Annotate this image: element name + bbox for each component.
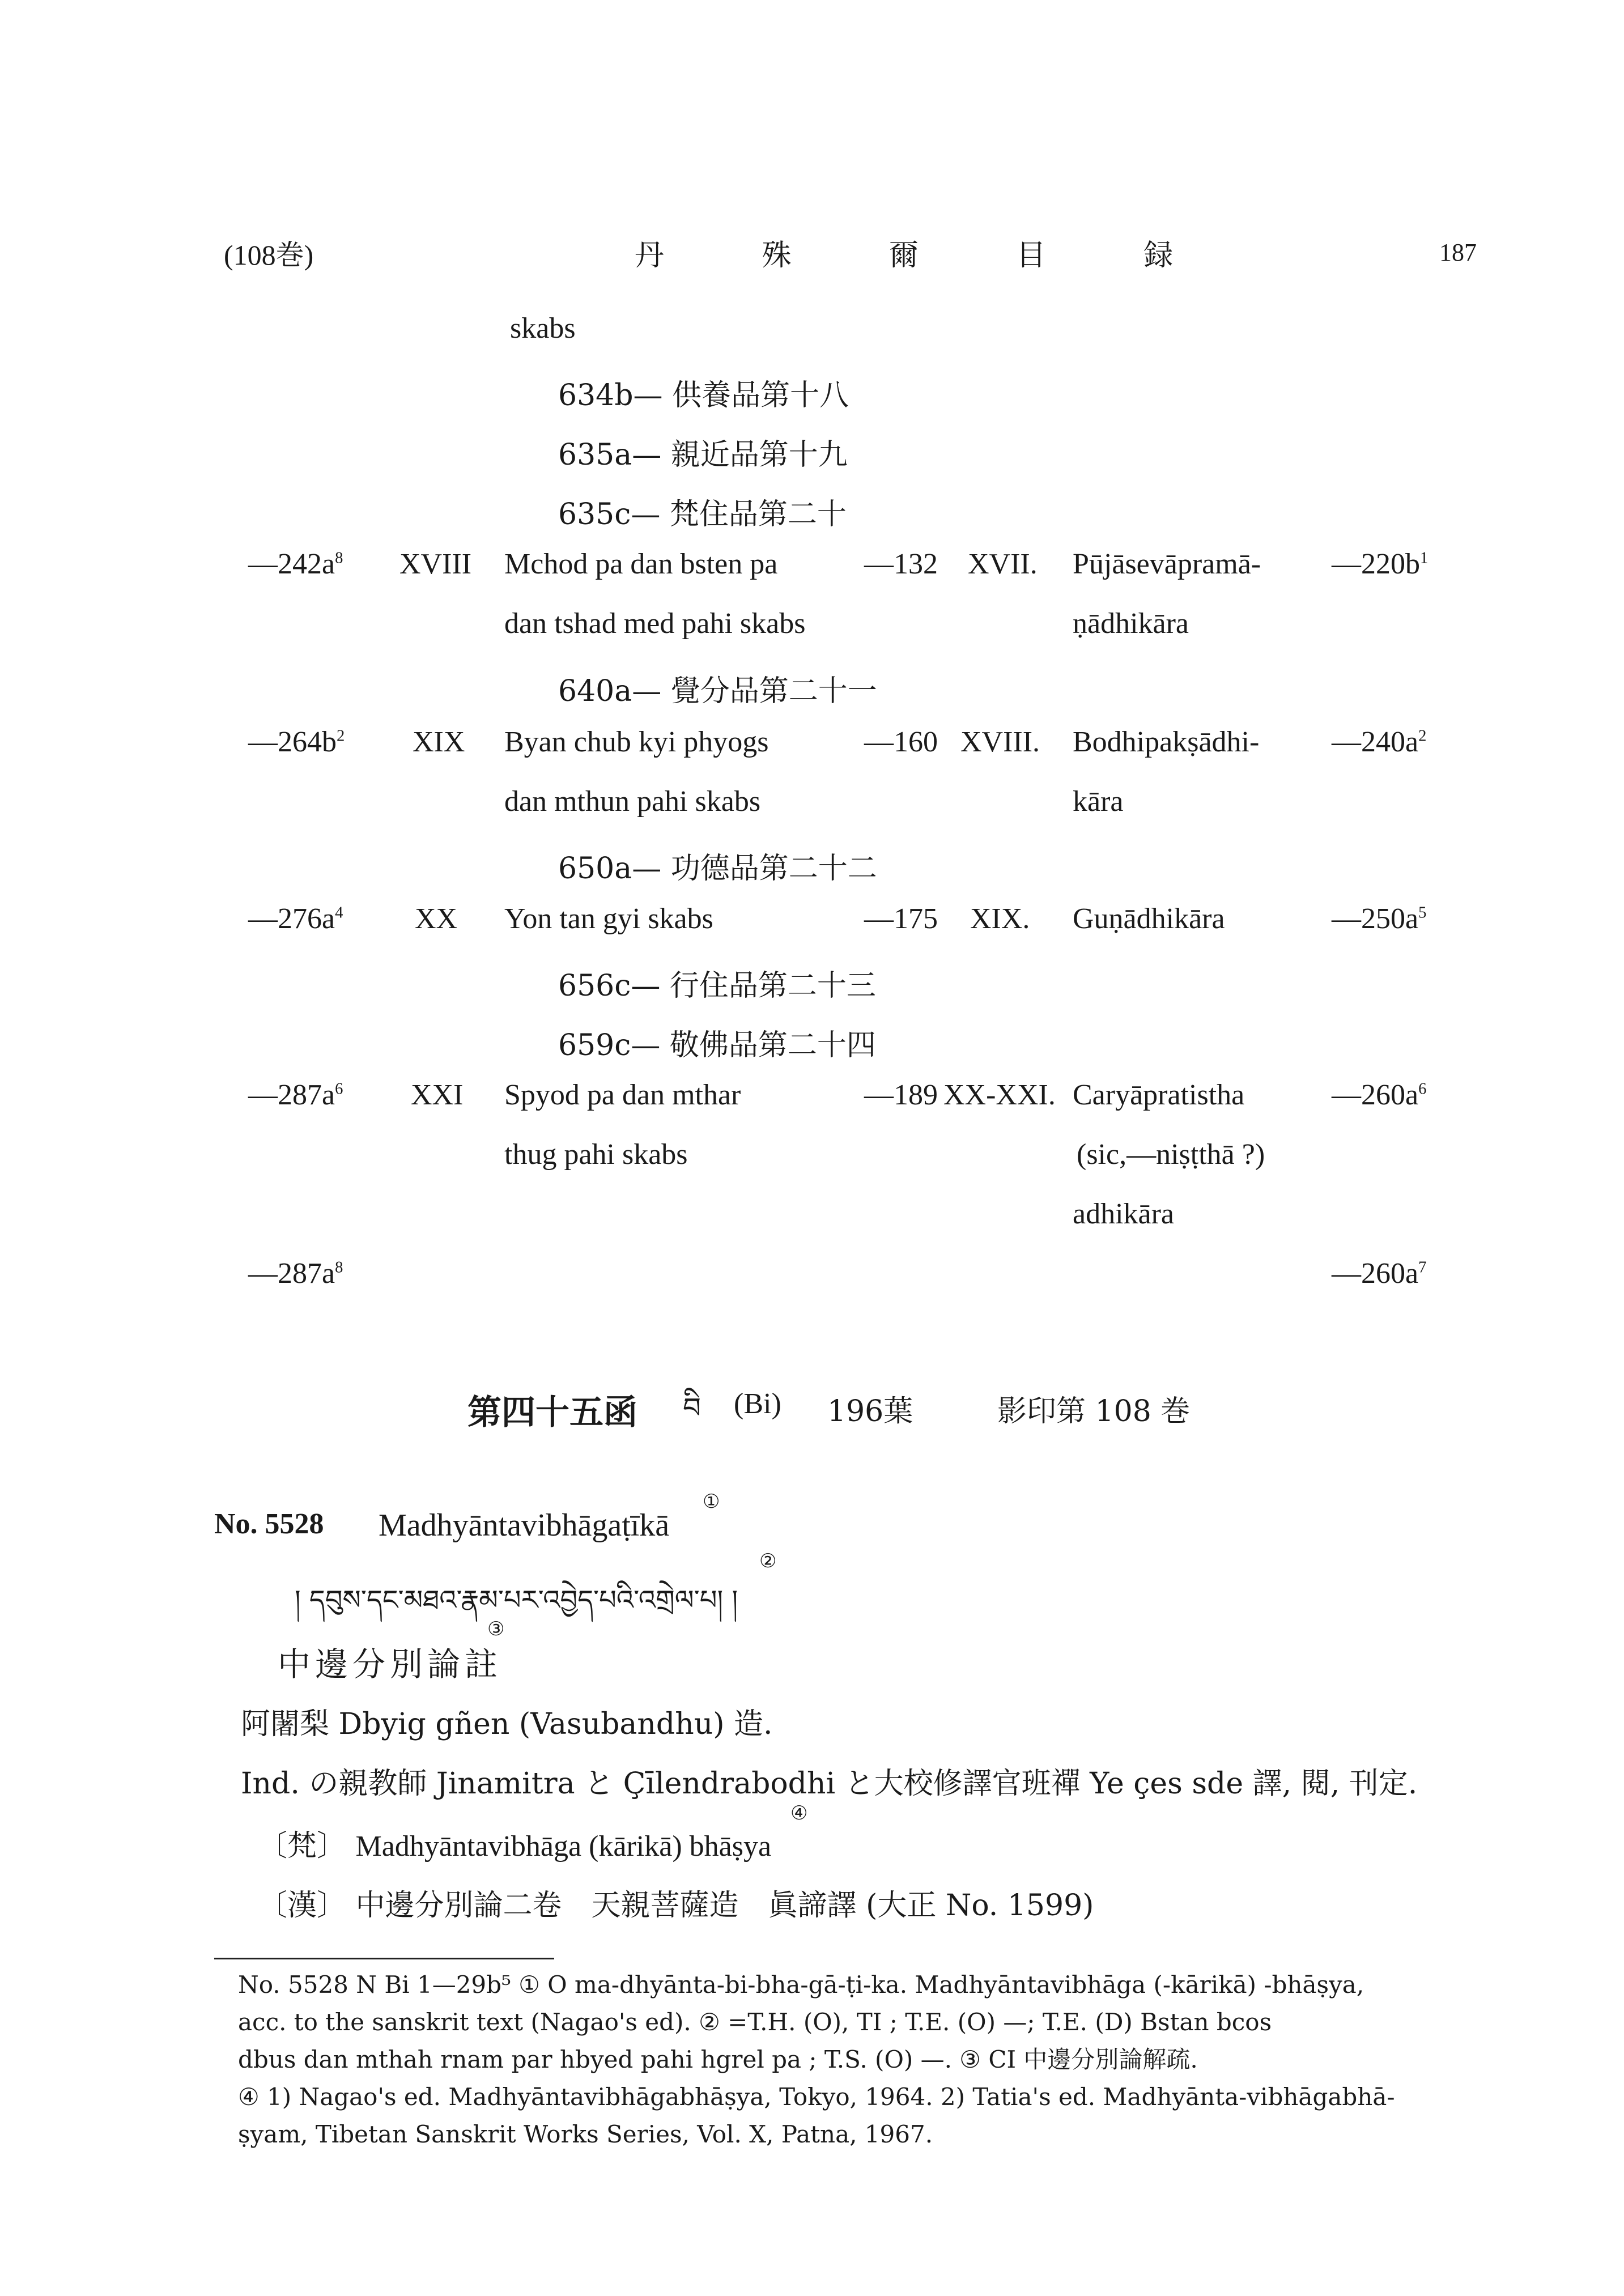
skt-chapter: XVIII. <box>960 726 1040 758</box>
chinese-chapter: 640a— 覺分品第二十一 <box>558 674 877 708</box>
tib-title-line: Yon tan gyi skabs <box>504 903 713 935</box>
skt-title-line: Guṇādhikāra <box>1073 903 1225 935</box>
tib-title-line: thug pahi skabs <box>504 1138 688 1171</box>
tib-chapter: XVIII <box>399 548 472 580</box>
skt-ref <box>1332 1078 1426 1112</box>
chinese-chapter: 650a— 功德品第二十二 <box>558 852 877 886</box>
entry-number: No. 5528 <box>214 1508 324 1540</box>
footnote-line: ④ 1) Nagao's ed. Madhyāntavibhāgabhāṣya, Tokyo, 1964. 2) Tatia's ed. Madhyānta-vibhāgabhā- <box>238 2083 1395 2111</box>
sanskrit-title: Madhyāntavibhāga (kārikā) bhāṣya <box>355 1830 772 1863</box>
pk-ref-sup: 2 <box>337 727 345 745</box>
chinese-translation: 中邊分別論二卷 天親菩薩造 眞諦譯 (大正 No. 1599) <box>355 1889 1094 1923</box>
skt-page: —189 <box>864 1079 938 1111</box>
skt-ref-sup: 5 <box>1418 904 1427 922</box>
end-pk-ref <box>248 1257 343 1290</box>
skt-page: —160 <box>864 726 938 758</box>
pk-ref-sup: 6 <box>335 1080 343 1098</box>
tib-chapter: XX <box>415 903 458 935</box>
end-skt-ref <box>1332 1257 1426 1290</box>
skt-chapter: XIX. <box>970 903 1030 935</box>
table-row <box>248 1078 343 1112</box>
table-pre-line: 634b— 供養品第十八 <box>558 379 849 413</box>
chinese-chapter: 656c— 行住品第二十三 <box>558 969 876 1003</box>
pk-ref-sup: 4 <box>335 904 343 922</box>
skt-ref-sup: 1 <box>1420 549 1429 567</box>
pk-ref: —264b <box>248 726 337 758</box>
skt-chapter: XX-XXI. <box>943 1079 1056 1111</box>
chinese-chapter: 659c— 敬佛品第二十四 <box>558 1028 876 1062</box>
pk-ref: —287a <box>248 1079 335 1111</box>
table-pre-line: skabs <box>510 312 576 345</box>
tib-title-line: Byan chub kyi phyogs <box>504 726 769 758</box>
footnote-line: ṣyam, Tibetan Sanskrit Works Series, Vol. X, Patna, 1967. <box>238 2120 933 2148</box>
table-pre-line: 635c— 梵住品第二十 <box>558 498 847 532</box>
end-skt-ref-sup: 7 <box>1418 1258 1427 1277</box>
end-pk-ref-text: —287a <box>248 1257 335 1290</box>
footnote-rule <box>214 1958 554 1959</box>
skt-ref-text: —220b <box>1332 548 1420 580</box>
table-row <box>248 725 345 759</box>
pk-ref-sup: 8 <box>335 549 343 567</box>
table-row <box>248 902 343 936</box>
entry-translators: Ind. の親教師 Jinamitra と Çīlendrabodhi と大校修譯官班禪 Ye çes sde 譯, 閱, 刊定. <box>241 1767 1418 1801</box>
marker-2: ② <box>759 1550 777 1572</box>
skt-ref <box>1332 547 1428 581</box>
skt-title-line: Pūjāsevāpramā- <box>1073 548 1261 580</box>
page-number: 187 <box>1439 239 1477 266</box>
skt-ref-text: —240a <box>1332 726 1419 758</box>
skt-page: —175 <box>864 903 938 935</box>
marker-4: ④ <box>790 1802 808 1825</box>
end-pk-ref-sup: 8 <box>335 1258 343 1277</box>
table-row <box>248 547 343 581</box>
skt-title-line: ṇādhikāra <box>1073 607 1189 640</box>
tib-title-line: dan mthun pahi skabs <box>504 785 761 818</box>
entry-chinese-title: 中邊分別論註 <box>278 1645 503 1683</box>
skt-title-line: kāra <box>1073 785 1124 818</box>
pk-ref: —276a <box>248 903 335 935</box>
header-volume: (108巻) <box>224 239 314 271</box>
entry-chinese-row <box>258 1881 1094 1924</box>
skt-ref-text: —250a <box>1332 903 1419 935</box>
sanskrit-label: 〔梵〕 <box>258 1829 347 1863</box>
section-latin: (Bi) <box>734 1388 781 1420</box>
skt-title-line: (sic,—niṣṭthā ?) <box>1077 1138 1265 1171</box>
skt-page: —132 <box>864 548 938 580</box>
skt-ref <box>1332 725 1426 759</box>
footnote-line: acc. to the sanskrit text (Nagao's ed). ② =T.H. (O), TI ; T.E. (O) —; T.E. (D) Bstan bcos <box>238 2008 1272 2036</box>
skt-ref-sup: 6 <box>1418 1080 1427 1098</box>
tib-title-line: Mchod pa dan bsten pa <box>504 548 778 580</box>
section-heading: 第四十五函 <box>467 1393 637 1432</box>
entry-sanskrit-row <box>258 1822 771 1864</box>
marker-1: ① <box>703 1490 720 1513</box>
skt-chapter: XVII. <box>968 548 1038 580</box>
skt-ref-sup: 2 <box>1418 727 1427 745</box>
section-volume: 影印第 108 巻 <box>997 1394 1191 1428</box>
pk-ref: —242a <box>248 548 335 580</box>
tib-chapter: XXI <box>411 1079 464 1111</box>
skt-ref <box>1332 902 1426 936</box>
tib-chapter: XIX <box>413 726 465 758</box>
section-folios: 196葉 <box>827 1394 913 1428</box>
footnote-line: No. 5528 N Bi 1—29b⁵ ① O ma-dhyānta-bi-bha-gā-ṭi-ka. Madhyāntavibhāga (-kārikā) -bhāṣya, <box>238 1971 1364 1999</box>
section-tibetan-letter: བི <box>683 1392 702 1425</box>
skt-ref-text: —260a <box>1332 1079 1419 1111</box>
tib-title-line: dan tshad med pahi skabs <box>504 607 806 640</box>
skt-title-line: adhikāra <box>1073 1198 1175 1230</box>
header-title: 丹 殊 爾 目 録 <box>635 239 1218 273</box>
skt-title-line: Bodhipakṣādhi- <box>1073 726 1260 758</box>
entry-author: 阿闍梨 Dbyig gñen (Vasubandhu) 造. <box>241 1707 773 1741</box>
entry-tibetan-title: ། དབུས་དང་མཐའ་རྣམ་པར་འབྱེད་པའི་འགྲེལ་པ། ། <box>295 1584 738 1616</box>
end-skt-ref-text: —260a <box>1332 1257 1419 1290</box>
marker-3: ③ <box>487 1618 505 1640</box>
entry-title: Madhyāntavibhāgaṭīkā <box>379 1508 670 1543</box>
skt-title-line: Caryāpratistha <box>1073 1079 1245 1111</box>
table-pre-line: 635a— 親近品第十九 <box>558 438 848 472</box>
chinese-label: 〔漢〕 <box>258 1889 347 1923</box>
tib-title-line: Spyod pa dan mthar <box>504 1079 741 1111</box>
footnote-line: dbus dan mthah rnam par hbyed pahi hgrel pa ; T.S. (O) —. ③ CI 中邊分別論解疏. <box>238 2046 1198 2073</box>
